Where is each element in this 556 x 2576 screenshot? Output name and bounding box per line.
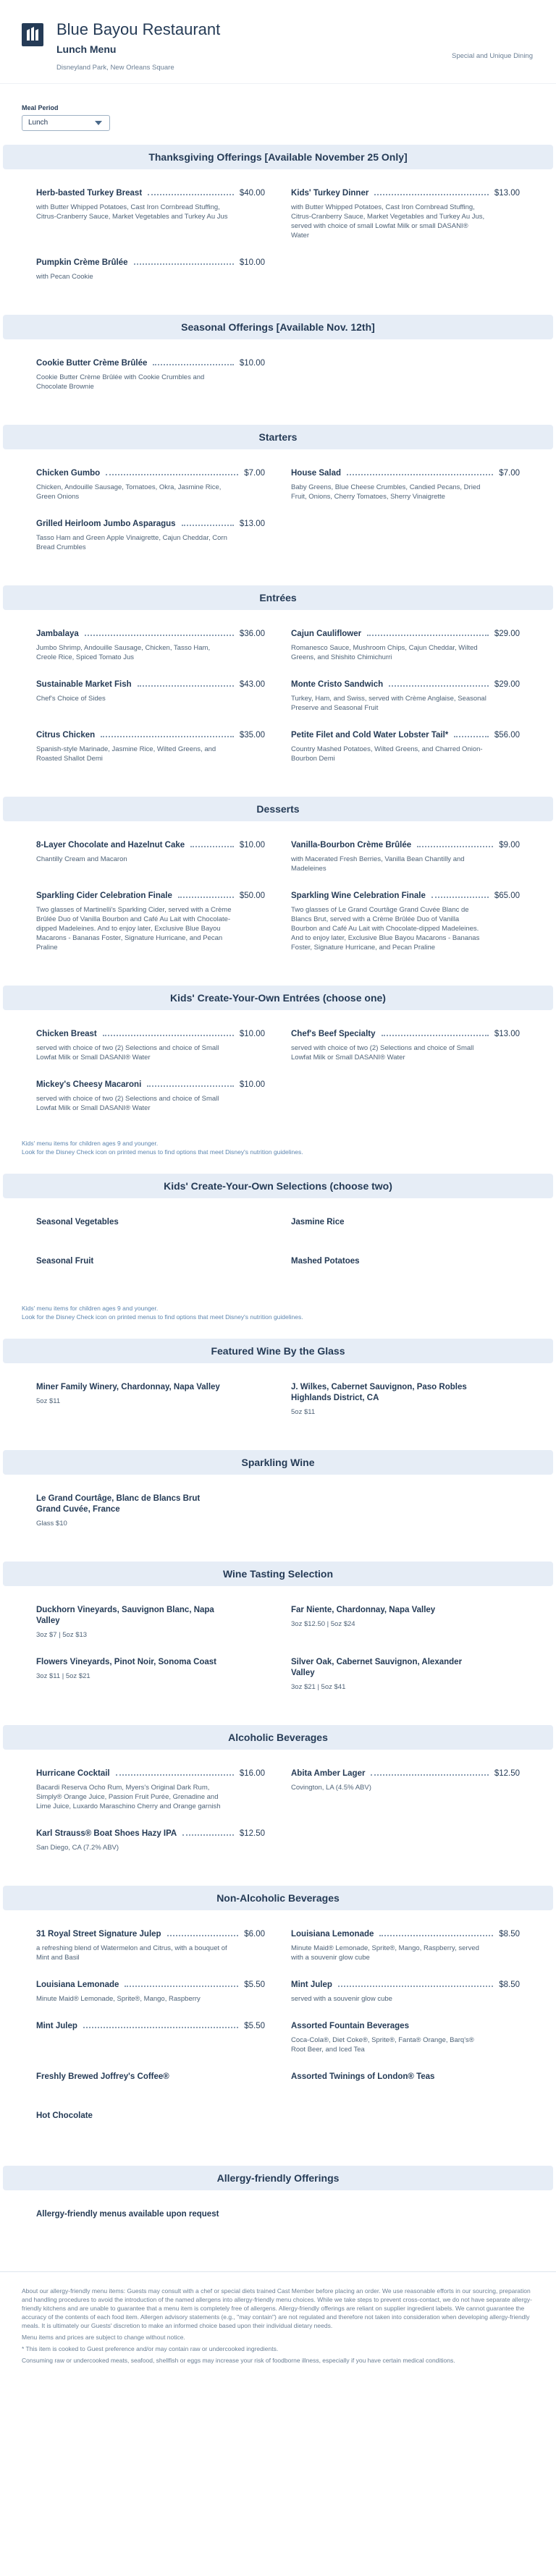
menu-item	[36, 468, 265, 501]
menu-item-description: with Butter Whipped Potatoes, Cast Iron Cornbread Stuffing, Citrus-Cranberry Sauce, Market Vegetables and Turkey Au Jus	[36, 203, 228, 221]
menu-item	[36, 1382, 265, 1417]
menu-item	[36, 258, 265, 281]
menu-item-row	[291, 1605, 520, 1616]
menu-item-name: Vanilla-Bourbon Crème Brûlée	[291, 841, 412, 850]
menu-item-name: J. Wilkes, Cabernet Sauvignon, Paso Robles Highlands District, CA	[291, 1383, 467, 1402]
section-note: Look for the Disney Check icon on printed menus to find options that meet Disney's nutrition guidelines.	[22, 1148, 303, 1156]
menu-item-name: House Salad	[291, 469, 342, 478]
menu-item	[291, 1605, 520, 1640]
menu-item-row	[36, 891, 265, 902]
menu-item-description: Chantilly Cream and Macaron	[36, 855, 127, 863]
menu-item-row	[36, 188, 265, 199]
section-header: Featured Wine By the Glass	[3, 1339, 553, 1363]
menu-item-price: $56.00	[494, 731, 520, 740]
section-header: Non-Alcoholic Beverages	[3, 1886, 553, 1910]
section-items	[0, 1750, 556, 1878]
menu-item-name: Chicken Breast	[36, 1030, 97, 1038]
menu-item-row	[291, 629, 520, 640]
menu-item-description: 3oz $12.50 | 5oz $24	[291, 1620, 355, 1628]
menu-item-row	[36, 1217, 265, 1228]
menu-item	[36, 2209, 265, 2231]
section-header: Allergy-friendly Offerings	[3, 2166, 553, 2190]
menu-item-description: with Macerated Fresh Berries, Vanilla Bean Chantilly and Madeleines	[291, 855, 465, 873]
menu-item-price: $29.00	[494, 630, 520, 638]
menu-item-description: with Butter Whipped Potatoes, Cast Iron Cornbread Stuffing, Citrus-Cranberry Sauce, Market Vegetables and Turkey Au Jus, served with choice of small Lowfat Milk or small DASANI® Water	[291, 203, 485, 240]
menu-item-name: Far Niente, Chardonnay, Napa Valley	[291, 1606, 436, 1614]
menu-section	[0, 1725, 556, 1886]
menu-item-description: Two glasses of Martinelli's Sparkling Cider, served with a Crème Brûlée Duo of Vanilla Bourbon and Café Au Lait with Chocolate-dipped Madeleines. And to enjoy later, Exclusive Blue Bayou Macarons - Bananas Foster, Signature Hurricane, and Pecan Praline	[36, 906, 232, 952]
section-header: Kids' Create-Your-Own Selections (choose two)	[3, 1174, 553, 1198]
menu-item	[291, 1657, 520, 1692]
menu-item	[36, 1605, 265, 1640]
page-header	[0, 0, 556, 84]
menu-item-price: $10.00	[239, 841, 265, 850]
section-items	[0, 1586, 556, 1718]
menu-item-description: Country Mashed Potatoes, Wilted Greens, and Charred Onion-Bourbon Demi	[291, 745, 483, 763]
section-header: Starters	[3, 425, 553, 449]
menu-item-description: Tasso Ham and Green Apple Vinaigrette, Cajun Cheddar, Corn Bread Crumbles	[36, 534, 227, 551]
menu-section	[0, 145, 556, 315]
restaurant-name: Blue Bayou Restaurant	[56, 20, 221, 38]
meal-period-value: Lunch	[28, 119, 49, 127]
menu-item-price: $13.00	[494, 1030, 520, 1038]
menu-item-row	[36, 1980, 265, 1991]
section-header: Entrées	[3, 585, 553, 610]
menu-item	[291, 1217, 520, 1239]
section-note: Look for the Disney Check icon on printed menus to find options that meet Disney's nutrition guidelines.	[22, 1313, 303, 1321]
menu-item	[291, 2021, 520, 2054]
menu-item-name: Seasonal Vegetables	[36, 1218, 119, 1226]
menu-item-price: $50.00	[239, 891, 265, 900]
menu-item	[36, 679, 265, 713]
menu-item	[36, 840, 265, 873]
menu-item-description: Two glasses of Le Grand Courtâge Grand Cuvée Blanc de Blancs Brut, served with a Crème Brûlée Duo of Vanilla Bourbon and Café Au Lait with Chocolate-dipped Madeleines. And to enjoy later, Exclusive Blue Bayou Macarons - Bananas Foster, Signature Hurricane, and Pecan Praline	[291, 906, 480, 952]
chevron-down-icon	[95, 121, 102, 125]
menu-item-row	[291, 1029, 520, 1040]
dot-leader	[454, 730, 489, 737]
menu-item-price: $13.00	[239, 520, 265, 528]
menu-item	[291, 1929, 520, 1962]
menu-item-name: 31 Royal Street Signature Julep	[36, 1930, 161, 1939]
menu-item-name: 8-Layer Chocolate and Hazelnut Cake	[36, 841, 185, 850]
menu-item	[36, 1657, 265, 1692]
menu-item	[36, 1980, 265, 2004]
dot-leader	[374, 188, 488, 195]
menu-item-price: $7.00	[499, 469, 520, 478]
menu-item-price: $65.00	[494, 891, 520, 900]
menu-item-description: Spanish-style Marinade, Jasmine Rice, Wilted Greens, and Roasted Shallot Demi	[36, 745, 216, 763]
menu-item-name: Jambalaya	[36, 630, 79, 638]
menu-item-price: $10.00	[239, 359, 265, 368]
menu-item-price: $8.50	[499, 1980, 520, 1989]
menu-item-row	[36, 629, 265, 640]
menu-item-row	[36, 1080, 265, 1090]
menu-item	[291, 1768, 520, 1811]
menu-item	[36, 2111, 265, 2132]
dot-leader	[116, 1768, 234, 1776]
menu-item-price: $40.00	[239, 189, 265, 198]
menu-item-description: served with choice of two (2) Selections and choice of Small Lowfat Milk or Small DASANI® Water	[36, 1095, 219, 1112]
menu-item-name: Chicken Gumbo	[36, 469, 101, 478]
menu-item-description: Chef's Choice of Sides	[36, 695, 106, 703]
menu-item-description: 5oz $11	[291, 1408, 316, 1416]
menu-item-name: Monte Cristo Sandwich	[291, 680, 384, 689]
menu-item-name: Abita Amber Lager	[291, 1769, 366, 1778]
footer-disclaimer: About our allergy-friendly menu items: Guests may consult with a chef or special diets trained Cast Member before placing an order. We use reasonable efforts in our sourcing, preparation and handling procedures to avoid the introduction of the named allergens into allergy-friendly menu choices. While we take steps to prevent cross-contact, we do not have separate allergy-friendly kitchens and are unable to guarantee that a menu item is completely free of allergens. Allergy-friendly offerings are reliant on supplier ingredient labels. We cannot guarantee the accuracy of the contents of each food item. Allergen advisory statements (e.g., "may contain") are not regulated and therefore not taken into consideration when developing allergy-friendly meals. It is ultimately our Guests' discretion to make an informed choice based upon their individual dietary needs.	[22, 2287, 532, 2329]
menu-item-name: Herb-basted Turkey Breast	[36, 189, 143, 198]
menu-item-name: Cookie Butter Crème Brûlée	[36, 359, 148, 368]
dot-leader	[379, 1929, 493, 1936]
menu-item-description: Glass $10	[36, 1520, 67, 1528]
menu-item	[291, 1256, 520, 1278]
dot-leader	[83, 2021, 238, 2028]
menu-item-description: Chicken, Andouille Sausage, Tomatoes, Okra, Jasmine Rice, Green Onions	[36, 483, 222, 501]
section-header: Alcoholic Beverages	[3, 1725, 553, 1750]
menu-item-description: Turkey, Ham, and Swiss, served with Crème Anglaise, Seasonal Preserve and Seasonal Fruit	[291, 695, 486, 712]
section-header: Kids' Create-Your-Own Entrées (choose one)	[3, 986, 553, 1010]
footer-disclaimer: Menu items and prices are subject to change without notice.	[22, 2334, 185, 2341]
section-items	[0, 2190, 556, 2257]
menu-item	[36, 1217, 265, 1239]
section-items	[0, 610, 556, 789]
menu-section	[0, 1562, 556, 1725]
menu-item-name: Mint Julep	[36, 2022, 77, 2030]
menu-item-description: served with choice of two (2) Selections and choice of Small Lowfat Milk or Small DASANI® Water	[36, 1044, 219, 1062]
menu-item-name: Jasmine Rice	[291, 1218, 345, 1226]
menu-item	[36, 1829, 265, 1852]
menu-item	[36, 2021, 265, 2054]
menu-item-description: Romanesco Sauce, Mushroom Chips, Cajun Cheddar, Wilted Greens, and Shishito Chimichurri	[291, 644, 478, 661]
menu-item	[36, 891, 265, 952]
menu-item-row	[36, 679, 265, 690]
menu-item-price: $10.00	[239, 1080, 265, 1089]
menu-item	[36, 1929, 265, 1962]
section-header: Thanksgiving Offerings [Available November 25 Only]	[3, 145, 553, 169]
dot-leader	[371, 1768, 488, 1776]
dot-leader	[190, 840, 234, 847]
menu-item-row	[36, 730, 265, 741]
dot-leader	[182, 519, 234, 526]
menu-item-name: Citrus Chicken	[36, 731, 96, 740]
menu-item-description: Coca-Cola®, Diet Coke®, Sprite®, Fanta® Orange, Barq's® Root Beer, and Iced Tea	[291, 2036, 474, 2054]
section-notes	[0, 1139, 556, 1166]
dot-leader	[138, 679, 234, 687]
menu-item-name: Sustainable Market Fish	[36, 680, 132, 689]
dot-leader	[134, 258, 234, 265]
menu-title: Lunch Menu	[56, 43, 117, 55]
dot-leader	[103, 1029, 234, 1036]
menu-item	[291, 730, 520, 763]
menu-item-name: Allergy-friendly menus available upon request	[36, 2210, 219, 2219]
menu-item-description: 3oz $21 | 5oz $41	[291, 1683, 346, 1691]
section-items	[0, 1010, 556, 1139]
menu-item	[291, 891, 520, 952]
menu-item-description: Jumbo Shrimp, Andouille Sausage, Chicken, Tasso Ham, Creole Rice, Spiced Tomato Jus	[36, 644, 211, 661]
menu-item	[36, 1256, 265, 1278]
menu-item-row	[36, 1382, 265, 1393]
menu-item-row	[36, 1029, 265, 1040]
menu-item-row	[291, 891, 520, 902]
menu-item-price: $6.00	[244, 1930, 265, 1939]
menu-item-price: $12.50	[239, 1829, 265, 1838]
section-header: Sparkling Wine	[3, 1450, 553, 1475]
menu-item	[36, 629, 265, 662]
page-footer	[0, 2271, 556, 2382]
menu-item	[36, 1768, 265, 1811]
menu-item-row	[291, 1256, 520, 1267]
section-items	[0, 1475, 556, 1554]
menu-item	[291, 188, 520, 240]
menu-item-description: a refreshing blend of Watermelon and Citrus, with a bouquet of Mint and Basil	[36, 1944, 227, 1962]
section-note: Kids' menu items for children ages 9 and younger.	[22, 1140, 159, 1147]
menu-item-row	[36, 2072, 265, 2083]
dot-leader	[85, 629, 234, 636]
menu-item-row	[291, 1980, 520, 1991]
section-header: Seasonal Offerings [Available Nov. 12th]	[3, 315, 553, 339]
menu-item-row	[36, 2111, 265, 2122]
menu-item-name: Karl Strauss® Boat Shoes Hazy IPA	[36, 1829, 177, 1838]
meal-period-label: Meal Period	[22, 104, 59, 111]
menu-section	[0, 425, 556, 585]
dot-leader	[178, 891, 234, 898]
menu-item-price: $9.00	[499, 841, 520, 850]
menu-item-description: Bacardi Reserva Ocho Rum, Myers's Original Dark Rum, Simply® Orange Juice, Passion Fruit Purée, Grenadine and Lime Juice, Luxardo Maraschino Cherry and Orange garnish	[36, 1784, 221, 1810]
menu-item-row	[291, 840, 520, 851]
menu-item-row	[36, 840, 265, 851]
menu-item-name: Chef's Beef Specialty	[291, 1030, 376, 1038]
menu-section	[0, 2166, 556, 2264]
menu-item-row	[291, 2021, 520, 2032]
menu-item	[291, 840, 520, 873]
menu-item-price: $7.00	[244, 469, 265, 478]
section-note: Kids' menu items for children ages 9 and younger.	[22, 1305, 159, 1312]
menu-item-row	[291, 1929, 520, 1940]
dot-leader	[106, 468, 238, 475]
section-notes	[0, 1304, 556, 1331]
section-items	[0, 169, 556, 308]
menu-item-name: Assorted Fountain Beverages	[291, 2022, 409, 2030]
menu-item-name: Flowers Vineyards, Pinot Noir, Sonoma Coast	[36, 1658, 217, 1666]
menu-item-price: $5.50	[244, 2022, 265, 2030]
section-header: Desserts	[3, 797, 553, 821]
menu-item-row	[36, 1494, 265, 1515]
menu-item-row	[291, 1382, 520, 1404]
menu-item-name: Freshly Brewed Joffrey's Coffee®	[36, 2072, 169, 2081]
menu-item-name: Le Grand Courtâge, Blanc de Blancs Brut Grand Cuvée, France	[36, 1494, 201, 1514]
section-items	[0, 1363, 556, 1443]
dot-leader	[167, 1929, 239, 1936]
menu-item-description: with Pecan Cookie	[36, 273, 93, 281]
dot-leader	[148, 188, 234, 195]
menu-section	[0, 1174, 556, 1339]
menu-item-row	[36, 519, 265, 530]
menu-item-row	[36, 1768, 265, 1779]
menu-item-price: $13.00	[494, 189, 520, 198]
menu-item-row	[36, 258, 265, 268]
menu-item-name: Hot Chocolate	[36, 2111, 93, 2120]
menu-sections	[0, 145, 556, 2264]
footer-disclaimer: * This item is cooked to Guest preference and/or may contain raw or undercooked ingredients.	[22, 2345, 279, 2352]
menu-section	[0, 1339, 556, 1450]
menu-item-row	[36, 1657, 265, 1668]
menu-item-description: 3oz $7 | 5oz $13	[36, 1631, 88, 1639]
menu-item-row	[36, 2209, 265, 2220]
menu-item-name: Sparkling Wine Celebration Finale	[291, 891, 426, 900]
menu-item	[36, 1080, 265, 1113]
dot-leader	[153, 358, 233, 365]
menu-item-price: $35.00	[239, 731, 265, 740]
menu-item-name: Cajun Cauliflower	[291, 630, 362, 638]
menu-item-description: San Diego, CA (7.2% ABV)	[36, 1844, 119, 1852]
menu-item-row	[291, 468, 520, 479]
menu-item-row	[36, 1929, 265, 1940]
menu-item-price: $10.00	[239, 258, 265, 267]
menu-item-price: $29.00	[494, 680, 520, 689]
menu-item-row	[291, 188, 520, 199]
menu-item	[36, 1494, 265, 1528]
menu-item-price: $12.50	[494, 1769, 520, 1778]
dot-leader	[389, 679, 489, 687]
menu-item	[291, 1382, 520, 1417]
meal-period-select[interactable]	[22, 115, 110, 131]
menu-section	[0, 797, 556, 986]
menu-item-row	[36, 1829, 265, 1839]
menu-item-name: Louisiana Lemonade	[36, 1980, 119, 1989]
menu-section	[0, 986, 556, 1174]
menu-item-description: 5oz $11	[36, 1397, 61, 1405]
section-items	[0, 339, 556, 418]
dot-leader	[431, 891, 489, 898]
menu-item-description: served with choice of two (2) Selections and choice of Small Lowfat Milk or Small DASANI® Water	[291, 1044, 474, 1062]
menu-item-row	[36, 1605, 265, 1627]
menu-item-name: Mashed Potatoes	[291, 1257, 360, 1266]
meal-period-control	[0, 84, 556, 145]
dot-leader	[338, 1980, 493, 1987]
menu-item-name: Louisiana Lemonade	[291, 1930, 374, 1939]
menu-section	[0, 315, 556, 425]
menu-item-row	[291, 1768, 520, 1779]
section-items	[0, 1198, 556, 1304]
dot-leader	[147, 1080, 234, 1087]
menu-item	[36, 188, 265, 240]
dot-leader	[182, 1829, 234, 1836]
menu-item	[36, 730, 265, 763]
menu-item-description: Cookie Butter Crème Brûlée with Cookie Crumbles and Chocolate Brownie	[36, 373, 205, 391]
menu-item-row	[291, 679, 520, 690]
menu-item-description: Baby Greens, Blue Cheese Crumbles, Candied Pecans, Dried Fruit, Onions, Cherry Tomatoes, Sherry Vinaigrette	[291, 483, 481, 501]
menu-item-name: Petite Filet and Cold Water Lobster Tail*	[291, 731, 449, 740]
menu-item-row	[36, 1256, 265, 1267]
menu-item-row	[36, 468, 265, 479]
section-items	[0, 1910, 556, 2158]
dot-leader	[125, 1980, 238, 1987]
menu-item-price: $43.00	[239, 680, 265, 689]
menu-item-price: $8.50	[499, 1930, 520, 1939]
menu-item	[36, 519, 265, 552]
menu-item-row	[291, 2072, 520, 2083]
menu-item	[291, 629, 520, 662]
menu-item-name: Silver Oak, Cabernet Sauvignon, Alexander Valley	[291, 1658, 463, 1677]
menu-item-description: Minute Maid® Lemonade, Sprite®, Mango, Raspberry	[36, 1995, 201, 2003]
location-text: Disneyland Park, New Orleans Square	[56, 64, 174, 72]
footer-disclaimer: Consuming raw or undercooked meats, seafood, shellfish or eggs may increase your risk of foodborne illness, especially if you have certain medical conditions.	[22, 2357, 455, 2364]
section-items	[0, 449, 556, 578]
menu-item-name: Mint Julep	[291, 1980, 332, 1989]
menu-item-row	[36, 358, 265, 369]
menu-item	[291, 1980, 520, 2004]
menu-item-row	[291, 1217, 520, 1228]
restaurant-logo-icon	[22, 23, 43, 46]
menu-item-name: Pumpkin Crème Brûlée	[36, 258, 128, 267]
section-header: Wine Tasting Selection	[3, 1562, 553, 1586]
menu-item	[291, 468, 520, 501]
menu-item-name: Sparkling Cider Celebration Finale	[36, 891, 172, 900]
menu-item	[291, 679, 520, 713]
menu-section	[0, 1886, 556, 2166]
dot-leader	[367, 629, 489, 636]
menu-item	[36, 2072, 265, 2093]
menu-item-name: Kids' Turkey Dinner	[291, 189, 369, 198]
menu-item-price: $36.00	[239, 630, 265, 638]
menu-item-row	[291, 1657, 520, 1679]
menu-item-description: Covington, LA (4.5% ABV)	[291, 1784, 371, 1792]
dot-leader	[101, 730, 234, 737]
menu-section	[0, 585, 556, 797]
menu-item-name: Duckhorn Vineyards, Sauvignon Blanc, Napa Valley	[36, 1606, 214, 1625]
dot-leader	[382, 1029, 489, 1036]
menu-item-name: Mickey's Cheesy Macaroni	[36, 1080, 142, 1089]
menu-item-price: $16.00	[239, 1769, 265, 1778]
menu-section	[0, 1450, 556, 1562]
menu-item-name: Grilled Heirloom Jumbo Asparagus	[36, 520, 176, 528]
dot-leader	[417, 840, 493, 847]
menu-item-name: Assorted Twinings of London® Teas	[291, 2072, 435, 2081]
menu-item	[291, 1029, 520, 1062]
menu-item-row	[291, 730, 520, 741]
dot-leader	[347, 468, 493, 475]
menu-item-description: Minute Maid® Lemonade, Sprite®, Mango, Raspberry, served with a souvenir glow cube	[291, 1944, 479, 1962]
menu-item-name: Miner Family Winery, Chardonnay, Napa Valley	[36, 1383, 220, 1391]
menu-item	[36, 358, 265, 391]
menu-item-name: Seasonal Fruit	[36, 1257, 94, 1266]
section-items	[0, 821, 556, 978]
menu-item-price: $5.50	[244, 1980, 265, 1989]
menu-item	[291, 2072, 520, 2093]
dining-type-text: Special and Unique Dining	[452, 52, 533, 60]
menu-item-name: Hurricane Cocktail	[36, 1769, 110, 1778]
menu-item-description: served with a souvenir glow cube	[291, 1995, 392, 2003]
menu-item	[36, 1029, 265, 1062]
menu-item-row	[36, 2021, 265, 2032]
menu-item-description: 3oz $11 | 5oz $21	[36, 1672, 90, 1680]
menu-item-price: $10.00	[239, 1030, 265, 1038]
